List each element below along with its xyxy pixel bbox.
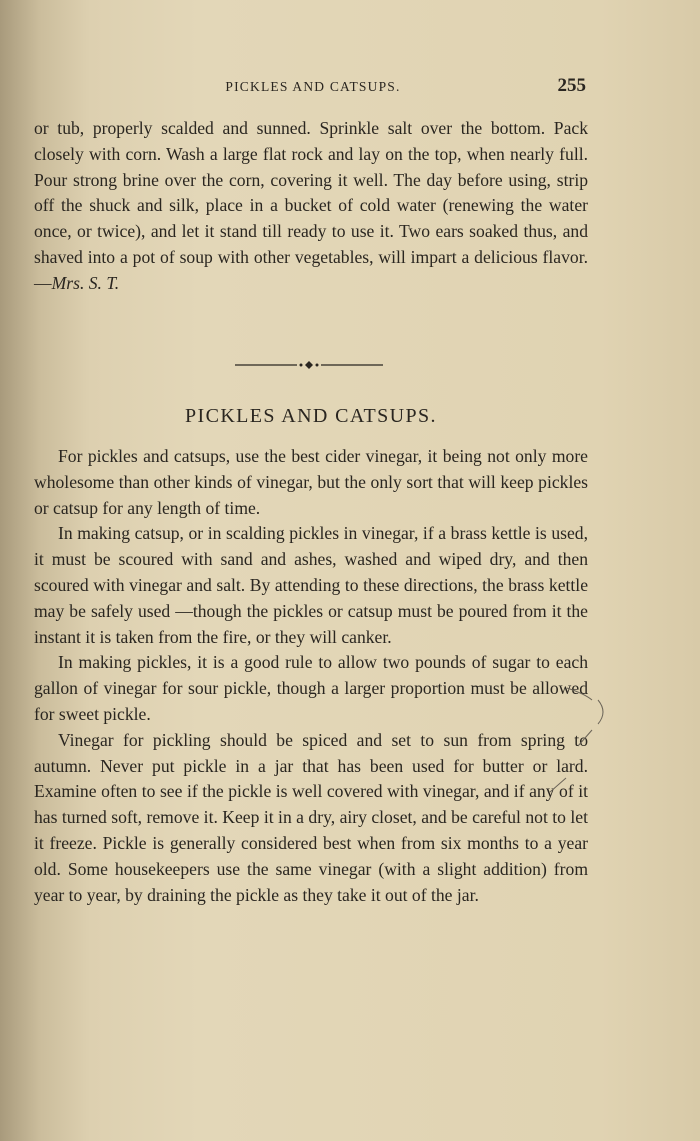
signature: Mrs. S. T.: [51, 272, 120, 293]
paragraph-3: In making pickles, it is a good rule to allow two pounds of sugar to each gallon of vinegar for sour pickle, though a larger proportion must be allowed for sweet pickle.: [34, 652, 588, 724]
paragraph-1: For pickles and catsups, use the best cider vinegar, it being not only more wholesome than other kinds of vinegar, but the only sort that will keep pickles or catsup for any length of time.: [34, 446, 588, 518]
continued-paragraph: [34, 116, 588, 297]
paragraph-2: In making catsup, or in scalding pickles in vinegar, if a brass kettle is used, it must be scoured with sand and ashes, washed and wiped dry, and then scoured with vinegar and salt. By attending to these directions, the brass kettle may be safely used —though the pickles or catsup must be poured from it the instant it is taken from the fire, or they will canker.: [34, 523, 588, 647]
page-number: 255: [557, 75, 586, 96]
page-header: [34, 75, 592, 103]
section-body: [34, 444, 588, 908]
section-title: PICKLES AND CATSUPS.: [185, 405, 437, 427]
continued-recipe: [34, 116, 588, 297]
section-divider-ornament: [235, 360, 383, 370]
paragraph-4: Vinegar for pickling should be spiced and set to sun from spring to autumn. Never put pickle in a jar that has been used for butter or lard. Examine often to see if the pickle is well covered with vinegar, and if any of it has turned soft, remove it. Keep it in a dry, airy closet, and be careful not to let it freeze. Pickle is generally considered best when from six months to a year old. Some housekeepers use the same vinegar (with a slight addition) from year to year, by draining the pickle as they take it out of the jar.: [34, 729, 588, 905]
continued-text: or tub, properly scalded and sunned. Sprinkle salt over the bottom. Pack closely with corn. Wash a large flat rock and lay on the top, when nearly full. Pour strong brine over the corn, covering it well. The day before using, strip off the shuck and silk, place in a bucket of cold water (renewing the water once, or twice), and let it stand till ready to use it. Two ears soaked thus, and shaved into a pot of soup with other vegetables, will impart a delicious flavor.—: [34, 118, 588, 293]
running-title: PICKLES AND CATSUPS.: [225, 79, 401, 94]
